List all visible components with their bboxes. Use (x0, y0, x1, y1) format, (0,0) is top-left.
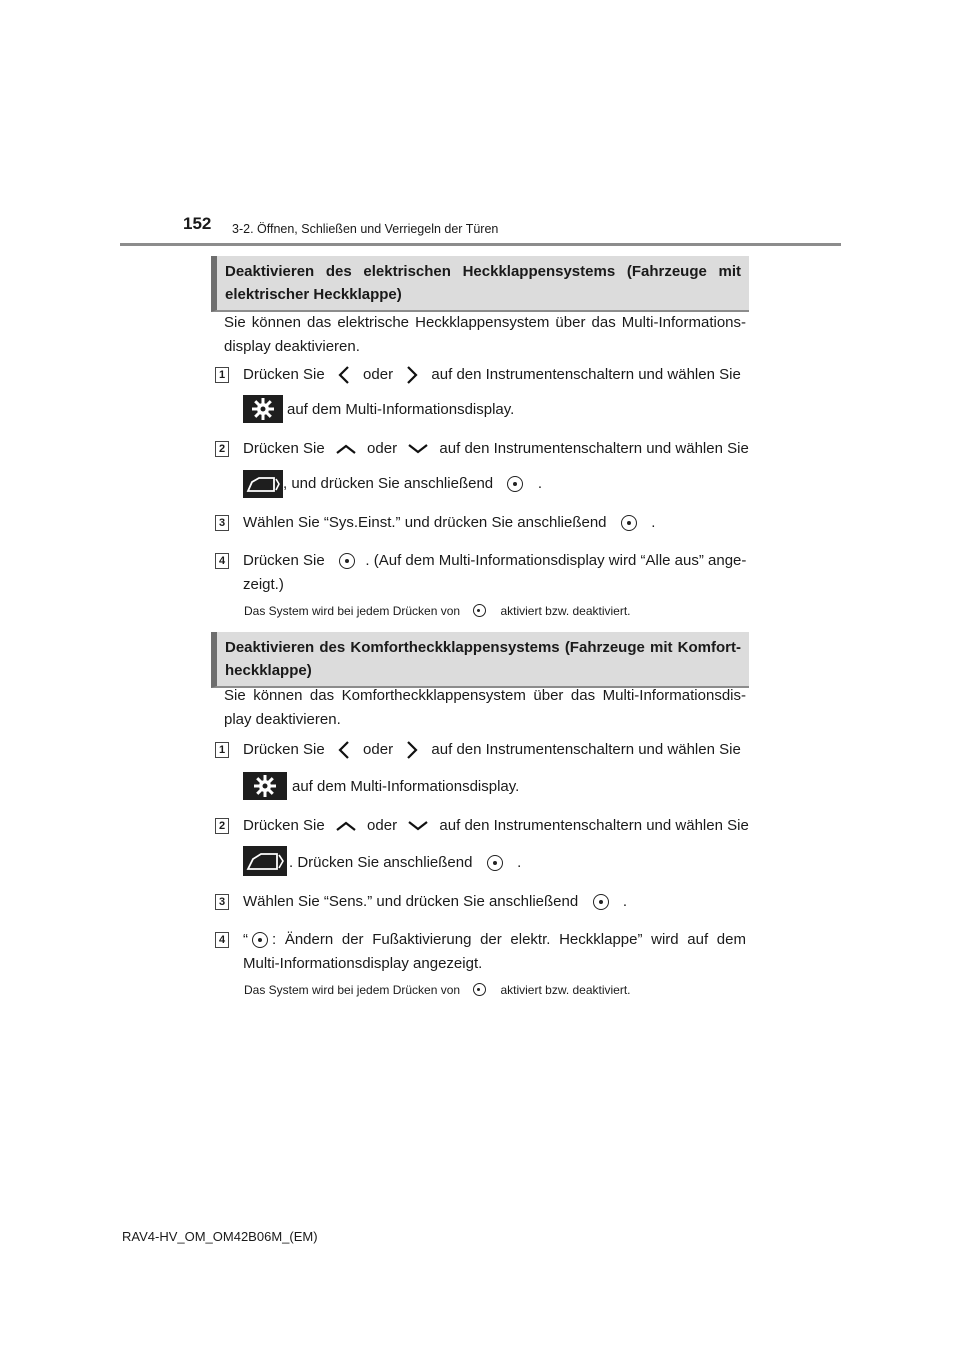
step-text: auf den Instrumentenschaltern und wählen Sie (431, 741, 741, 759)
step-line (243, 551, 746, 571)
step-text: Wählen Sie “Sys.Einst.” und drücken Sie anschließend (243, 514, 607, 532)
ok-button-icon (487, 855, 503, 871)
step-line (243, 892, 627, 912)
step-number: 2 (215, 818, 229, 834)
note-text: Das System wird bei jedem Drücken von (244, 982, 461, 997)
step-line (283, 474, 542, 494)
step-text: auf dem Multi-Informationsdisplay. (292, 778, 520, 795)
step-text: Drücken Sie (243, 440, 325, 458)
chevron-right-icon (397, 365, 427, 385)
note-text: Das System wird bei jedem Drücken von (244, 603, 461, 618)
step-line (243, 439, 749, 459)
chevron-up-icon (329, 816, 363, 836)
step-text: Wählen Sie “Sens.” und drücken Sie anschließend (243, 893, 579, 911)
step-number: 3 (215, 894, 229, 910)
ok-button-icon (621, 515, 637, 531)
step-line (243, 816, 749, 836)
ok-button-icon (339, 553, 355, 569)
step-text: . (622, 893, 628, 911)
step-number: 4 (215, 553, 229, 569)
step-line (289, 853, 521, 873)
step-text: Drücken Sie (243, 552, 325, 570)
step-number: 3 (215, 515, 229, 531)
step-text: Drücken Sie (243, 366, 325, 384)
note (244, 602, 631, 619)
step-text: . (651, 514, 656, 532)
step-text: oder (367, 817, 398, 835)
step-line (243, 930, 746, 950)
section-intro: Sie können das Komfortheckklappensystem über das Multi-Informationsdisplay deaktivieren. (224, 687, 746, 728)
step-text: auf den Instrumentenschaltern und wählen Sie (439, 440, 749, 458)
step-text: : Ändern der Fußaktivierung der elektr. Heckklappe” wird auf dem (272, 931, 746, 948)
step-number: 4 (215, 932, 229, 948)
chevron-down-icon (401, 439, 435, 459)
ok-button-icon (593, 894, 609, 910)
ok-button-icon (252, 932, 268, 948)
step-text: Drücken Sie (243, 817, 325, 835)
step-text: , und drücken Sie anschließend (283, 475, 494, 493)
section-title: 3-2. Öffnen, Schließen und Verriegeln der Türen (232, 222, 499, 236)
step-line (243, 365, 741, 385)
step-text: . Drücken Sie anschließend (289, 854, 473, 872)
step-line (243, 513, 655, 533)
step-text: “ (243, 931, 248, 948)
step-text: Drücken Sie (243, 741, 325, 759)
tailgate-icon (243, 470, 283, 498)
step-number: 2 (215, 441, 229, 457)
note-text: aktiviert bzw. deaktiviert. (500, 982, 631, 997)
ok-button-icon (473, 604, 486, 617)
step-number: 1 (215, 367, 229, 383)
step-text: auf den Instrumentenschaltern und wählen Sie (439, 817, 749, 835)
chevron-right-icon (397, 740, 427, 760)
step-text: oder (363, 366, 394, 384)
step-text: zeigt.) (243, 576, 284, 593)
step-text: oder (367, 440, 398, 458)
step-text: auf den Instrumentenschaltern und wählen Sie (431, 366, 741, 384)
step-text: oder (363, 741, 394, 759)
step-text: auf dem Multi-Informationsdisplay. (287, 401, 515, 418)
note (244, 981, 631, 998)
chevron-left-icon (329, 365, 359, 385)
step-text: Multi-Informationsdisplay angezeigt. (243, 955, 483, 972)
ok-button-icon (507, 476, 523, 492)
document-code: RAV4-HV_OM_OM42B06M_(EM) (122, 1229, 318, 1244)
header-divider (120, 243, 841, 246)
chevron-down-icon (401, 816, 435, 836)
tailgate-icon (243, 846, 287, 876)
step-text: . (Auf dem Multi-Informationsdisplay wird “Alle aus” ange- (365, 552, 747, 570)
step-line (243, 740, 741, 760)
settings-gear-icon (243, 395, 283, 423)
section-heading-power-tailgate: Deaktivieren des elektrischen Heckklappensystems (Fahrzeuge mit elektrischer Heckklappe) (211, 256, 749, 312)
step-text: . (517, 854, 522, 872)
ok-button-icon (473, 983, 486, 996)
note-text: aktiviert bzw. deaktiviert. (500, 603, 631, 618)
settings-gear-icon (243, 772, 287, 800)
section-intro: Sie können das elektrische Heckklappensystem über das Multi-Informationsdisplay deaktivieren. (224, 314, 746, 355)
step-text: . (537, 475, 542, 493)
section-heading-comfort-tailgate: Deaktivieren des Komfortheckklappensystems (Fahrzeuge mit Komfortheckklappe) (211, 632, 749, 688)
page-number: 152 (183, 214, 212, 233)
step-number: 1 (215, 742, 229, 758)
chevron-left-icon (329, 740, 359, 760)
chevron-up-icon (329, 439, 363, 459)
